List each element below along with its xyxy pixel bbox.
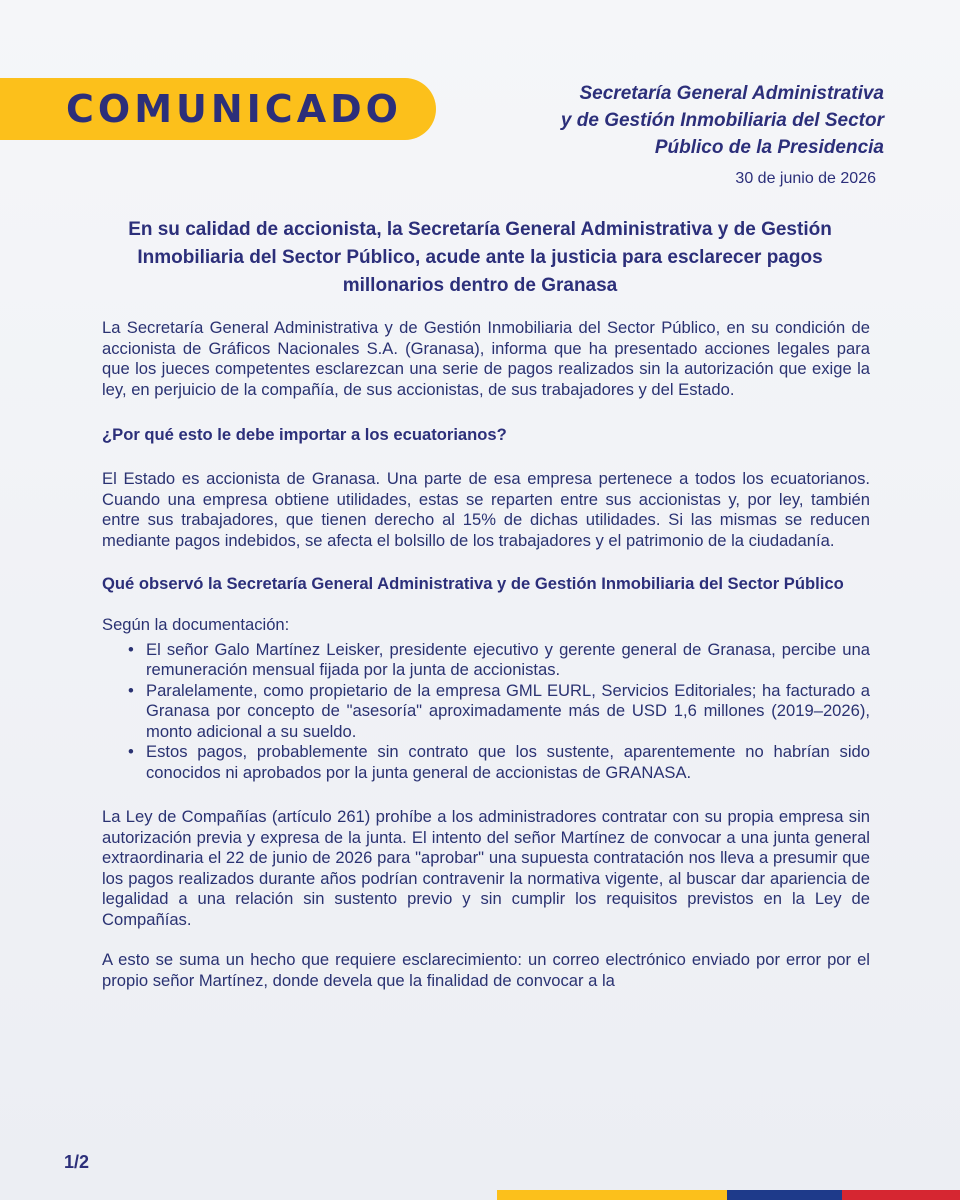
org-line: y de Gestión Inmobiliaria del Sector xyxy=(560,110,884,131)
banner-label: COMUNICADO xyxy=(66,87,402,131)
comunicado-banner xyxy=(0,78,436,140)
flag-stripe-red xyxy=(842,1190,960,1200)
org-line: Público de la Presidencia xyxy=(654,137,884,158)
document-date: 30 de junio de 2026 xyxy=(735,170,876,187)
organization-name xyxy=(464,80,884,161)
headline: En su calidad de accionista, la Secretaría General Administrativa y de Gestión Inmobiliaria del Sector Público, acude ante la justicia para esclarecer pagos millonarios dentro de Granasa xyxy=(128,219,832,296)
flag-stripe-blue xyxy=(727,1190,842,1200)
list-item: • El señor Galo Martínez Leisker, presidente ejecutivo y gerente general de Granasa, percibe una remuneración mensual fijada por la junta de accionistas. xyxy=(122,640,870,681)
list-item: • Paralelamente, como propietario de la empresa GML EURL, Servicios Editoriales; ha facturado a Granasa por concepto de "asesoría" aproximadamente más de USD 1,6 millones (2019–2026), monto adicional a su sueldo. xyxy=(122,681,870,743)
flag-stripe-yellow xyxy=(497,1190,727,1200)
intro-paragraph: La Secretaría General Administrativa y de Gestión Inmobiliaria del Sector Público, en su condición de accionista de Gráficos Nacionales S.A. (Granasa), informa que ha presentado acciones legales para que los jueces competentes esclarezcan una serie de pagos realizados sin la autorización que exige la ley, en perjuicio de la compañía, de sus accionistas, de sus trabajadores y del Estado. xyxy=(102,318,870,399)
law-paragraph: La Ley de Compañías (artículo 261) prohíbe a los administradores contratar con su propia empresa sin autorización previa y expresa de la junta. El intento del señor Martínez de convocar a una junta general extraordinaria el 22 de junio de 2026 para "aprobar" una supuesta contratación nos lleva a presumir que los pagos realizados durante años podrían contravenir la normativa vigente, al buscar dar apariencia de legalidad a una relación sin sustento previo y sin cumplir los requisitos previstos en la Ley de Compañías. xyxy=(102,807,870,929)
list-item: • Estos pagos, probablemente sin contrato que los sustente, aparentemente no habrían sido conocidos ni aprobados por la junta general de accionistas de GRANASA. xyxy=(122,742,870,783)
section-question-2: Qué observó la Secretaría General Administrativa y de Gestión Inmobiliaria del Sector Público xyxy=(102,574,844,593)
email-paragraph: A esto se suma un hecho que requiere esclarecimiento: un correo electrónico enviado por error por el propio señor Martínez, donde devela que la finalidad de convocar a la xyxy=(102,950,870,990)
answer-paragraph: El Estado es accionista de Granasa. Una parte de esa empresa pertenece a todos los ecuatorianos. Cuando una empresa obtiene utilidades, estas se reparten entre sus accionistas y, por ley, también entre sus trabajadores, que tienen derecho al 15% de dichas utilidades. Si las mismas se reducen mediante pagos indebidos, se afecta el bolsillo de los trabajadores y el patrimonio de la ciudadanía. xyxy=(102,469,870,550)
org-line: Secretaría General Administrativa xyxy=(579,83,884,104)
observations-list xyxy=(122,640,870,784)
page-number: 1/2 xyxy=(64,1152,90,1172)
section-question-1: ¿Por qué esto le debe importar a los ecuatorianos? xyxy=(102,425,507,444)
lead-text: Según la documentación: xyxy=(102,615,290,634)
document-body xyxy=(102,318,870,991)
